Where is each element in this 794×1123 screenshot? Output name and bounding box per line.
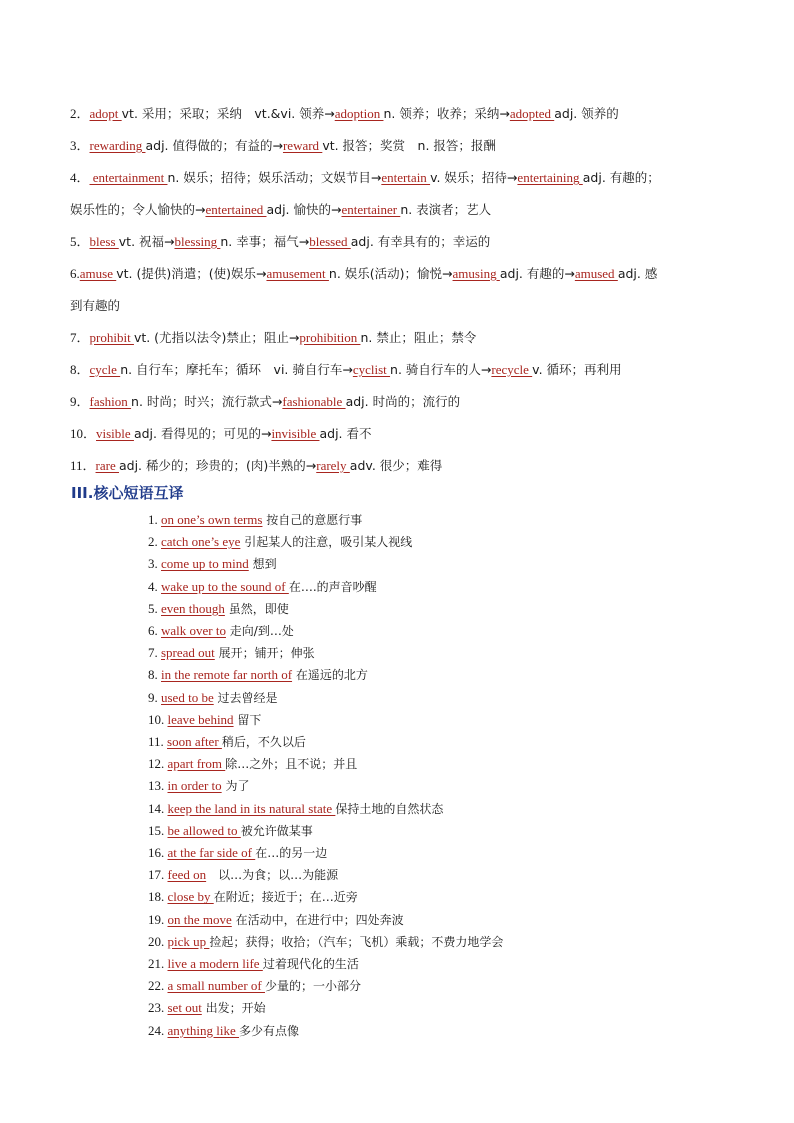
vocab-answer: amuse [79,266,117,281]
phrase-english: keep the land in its natural state [167,800,336,816]
vocab-answer: entertain [381,170,431,185]
phrase-number: 14. [148,800,168,816]
phrase-chinese: 捡起；获得；收拾；（汽车；飞机）乘载；不费力地学会 [209,934,504,949]
vocab-answer: adopt [89,106,122,121]
phrase-number: 4. [148,578,161,594]
vocab-text: n. 表演者；艺人 [400,202,492,217]
vocab-answer: bless [89,234,119,249]
vocab-text: 到有趣的 [70,298,121,313]
phrase-chinese: 保持土地的自然状态 [335,801,444,816]
vocab-answer: cyclist [352,362,391,377]
phrase-english: wake up to the sound of [161,578,289,594]
phrase-item [148,687,748,709]
phrase-english: pick up [167,933,210,949]
vocab-number: 3． [70,138,90,153]
phrase-item [148,598,748,620]
phrase-english: even though [161,600,225,616]
vocab-line [70,226,750,258]
phrase-number: 1. [148,512,161,527]
vocab-text: adj. 稀少的；珍贵的；(肉)半熟的→ [118,458,317,473]
phrase-chinese: 多少有点像 [239,1023,300,1038]
vocab-answer: prohibition [299,330,361,345]
phrase-chinese: 以…为食；以…为能源 [206,868,339,883]
phrase-chinese: 在附近；接近于；在…近旁 [213,890,358,905]
phrase-item [148,931,748,953]
phrase-chinese: 除…之外；且不说；并且 [225,757,358,772]
vocab-number: 7． [70,330,90,345]
phrase-english: used to be [161,689,214,705]
phrase-number: 21. [148,956,168,972]
vocab-answer: prohibit [89,330,134,345]
vocab-line [70,162,750,194]
vocab-line [70,450,750,482]
phrase-item [148,909,748,931]
vocab-answer: recycle [491,362,533,377]
phrase-list [148,509,748,1042]
phrase-chinese: 在活动中，在进行中；四处奔波 [231,912,404,927]
phrase-english: catch one’s eye [161,534,241,550]
vocab-text: vt. (提供)消遣；(使)娱乐→ [116,266,267,281]
vocab-text: vt. 采用；采取；采纳 vt.&vi. 领养→ [121,106,335,121]
vocab-number: 6. [70,266,80,281]
phrase-chinese: 稍后，不久以后 [221,735,306,750]
vocab-text: n. 禁止；阻止；禁令 [360,330,477,345]
vocab-text: n. 娱乐；招待；娱乐活动；文娱节目→ [167,170,382,185]
vocab-text: adj. 时尚的；流行的 [345,394,461,409]
vocab-answer: rare [95,458,119,473]
vocab-text: vt. 祝福→ [118,234,175,249]
phrase-item [148,798,748,820]
phrase-item [148,997,748,1019]
phrase-chinese: 按自己的意愿行事 [262,513,363,527]
phrase-chinese: 在遥远的北方 [292,668,368,683]
vocab-text: v. 娱乐；招待→ [430,170,518,185]
vocab-line [70,130,750,162]
phrase-number: 6. [148,623,161,639]
phrase-item [148,576,748,598]
phrase-number: 19. [148,911,168,927]
vocab-line [70,258,750,290]
phrase-chinese: 在….的声音吵醒 [288,579,377,594]
vocab-text: n. 娱乐(活动)；愉悦→ [328,266,453,281]
phrase-english: apart from [167,756,226,772]
phrase-number: 12. [148,756,168,772]
phrase-chinese: 过着现代化的生活 [262,957,359,972]
phrase-item [148,1020,748,1042]
phrase-item [148,731,748,753]
phrase-english: walk over to [161,623,226,639]
vocab-answer: fashion [89,394,132,409]
phrase-item [148,709,748,731]
vocabulary-list [70,98,750,482]
phrase-number: 23. [148,1000,168,1016]
vocab-line [70,386,750,418]
phrase-chinese: 被允许做某事 [240,823,313,838]
phrase-chinese: 引起某人的注意，吸引某人视线 [240,535,413,550]
phrase-number: 9. [148,689,161,705]
vocab-answer: entertaining [517,170,583,185]
vocab-number: 5． [70,234,90,249]
phrase-chinese: 出发；开始 [201,1001,266,1016]
phrase-number: 13. [148,778,168,794]
vocab-text: n. 幸事；福气→ [220,234,310,249]
section-heading: III.核心短语互译 [71,484,184,502]
phrase-english: feed on [167,867,207,883]
phrase-item [148,620,748,642]
phrase-number: 16. [148,845,168,861]
vocab-number: 2． [70,106,90,121]
phrase-english: anything like [167,1022,239,1038]
phrase-number: 5. [148,600,161,616]
phrase-item [148,886,748,908]
vocab-text: adj. 感 [617,266,658,281]
vocab-line [70,322,750,354]
phrase-english: a small number of [167,978,265,994]
phrase-item [148,842,748,864]
phrase-number: 20. [148,933,168,949]
vocab-answer: cycle [89,362,121,377]
phrase-item [148,775,748,797]
vocab-answer: amusing [452,266,500,281]
vocab-line [70,418,750,450]
vocab-line [70,98,750,130]
vocab-text: n. 自行车；摩托车；循环 vi. 骑自行车→ [120,362,353,377]
phrase-number: 15. [148,822,168,838]
phrase-english: in the remote far north of [161,667,293,683]
phrase-english: be allowed to [167,822,241,838]
vocab-answer: entertainer [341,202,401,217]
phrase-item [148,975,748,997]
vocab-answer: blessing [174,234,221,249]
phrase-chinese: 为了 [221,779,250,794]
vocab-text: adj. 有趣的→ [499,266,575,281]
vocab-number: 10． [70,426,97,441]
vocab-text: adj. 看得见的；可见的→ [133,426,272,441]
phrase-english: set out [167,1000,202,1016]
phrase-item [148,664,748,686]
vocab-answer: adopted [509,106,555,121]
phrase-item [148,864,748,886]
phrase-chinese: 过去曾经是 [213,690,278,705]
phrase-number: 10. [148,711,168,727]
phrase-item [148,753,748,775]
vocab-number: 8． [70,362,90,377]
phrase-item [148,820,748,842]
vocab-text: adj. 值得做的；有益的→ [145,138,283,153]
vocab-answer: invisible [271,426,320,441]
vocab-text: 娱乐性的；令人愉快的→ [70,202,206,217]
vocab-line [70,194,750,226]
phrase-english: live a modern life [167,956,263,972]
phrase-english: leave behind [167,711,234,727]
phrase-item [148,553,748,575]
vocab-answer: reward [282,138,323,153]
phrase-chinese: 走向/到…处 [225,624,294,639]
vocab-answer: entertainment [89,170,168,185]
vocab-answer: adoption [334,106,384,121]
phrase-number: 7. [148,645,161,661]
vocab-number: 9． [70,394,90,409]
phrase-number: 2. [148,534,161,550]
vocab-answer: entertained [205,202,267,217]
phrase-number: 8. [148,667,161,683]
phrase-english: close by [167,889,214,905]
phrase-chinese: 少量的；一小部分 [264,979,361,994]
phrase-number: 3. [148,556,161,572]
phrase-english: at the far side of [167,845,256,861]
vocab-text: adj. 愉快的→ [266,202,342,217]
phrase-chinese: 想到 [248,557,277,572]
vocab-text: adj. 有幸具有的；幸运的 [350,234,491,249]
phrase-chinese: 留下 [233,712,262,727]
phrase-number: 24. [148,1022,168,1038]
vocab-number: 11． [70,458,96,473]
vocab-answer: rewarding [89,138,146,153]
vocab-text: vt. (尤指以法令)禁止；阻止→ [133,330,300,345]
phrase-number: 22. [148,978,168,994]
phrase-chinese: 展开；铺开；伸张 [214,646,315,661]
phrase-number: 18. [148,889,168,905]
phrase-english: on one’s own terms [161,512,263,527]
phrase-item [148,509,748,531]
vocab-text: adj. 领养的 [554,106,619,121]
phrase-chinese: 在…的另一边 [255,846,328,861]
vocab-answer: fashionable [282,394,346,409]
vocab-text: adj. 有趣的； [582,170,660,185]
phrase-english: soon after [167,734,222,750]
phrase-number: 17. [148,867,168,883]
phrase-item [148,642,748,664]
phrase-item [148,953,748,975]
vocab-text: v. 循环；再利用 [532,362,622,377]
vocab-text: vt. 报答；奖赏 n. 报答；报酬 [322,138,496,153]
vocab-answer: blessed [309,234,351,249]
phrase-english: on the move [167,911,232,927]
phrase-item [148,531,748,553]
vocab-text: adj. 看不 [319,426,372,441]
vocab-answer: visible [96,426,134,441]
vocab-line [70,290,750,322]
vocab-answer: amusement [266,266,329,281]
vocab-line [70,354,750,386]
vocab-text: n. 时尚；时兴；流行款式→ [131,394,283,409]
vocab-text: n. 领养；收养；采纳→ [383,106,510,121]
phrase-english: come up to mind [161,556,249,572]
vocab-text: adv. 很少；难得 [349,458,443,473]
phrase-number: 11. [148,734,168,750]
phrase-english: in order to [167,778,222,794]
phrase-chinese: 虽然，即使 [224,601,289,616]
vocab-number: 4． [70,170,90,185]
vocab-answer: rarely [316,458,350,473]
phrase-english: spread out [161,645,215,661]
vocab-answer: amused [574,266,618,281]
vocab-text: n. 骑自行车的人→ [390,362,492,377]
